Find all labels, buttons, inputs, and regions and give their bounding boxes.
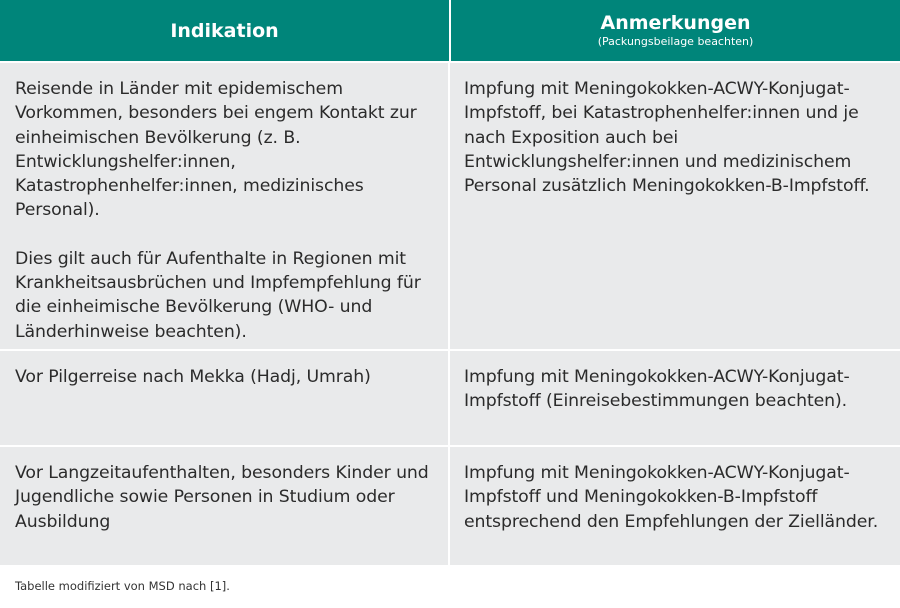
header-remarks-subtitle: (Packungsbeilage beachten) [597,35,754,48]
header-remarks-title: Anmerkungen [600,12,751,34]
cell-remark [450,447,900,565]
cell-remark [450,63,900,349]
cell-indication-text: Dies gilt auch für Aufenthalte in Regionen mit Krankheitsausbrüchen und Impfempfehlung für die einheimische Bevölkerung (WHO- und Länderhinweise beachten). [15,248,421,342]
cell-remark [450,351,900,445]
table-row [0,63,900,349]
header-indication [0,0,449,61]
table-header-row [0,0,900,61]
cell-remark-text: Impfung mit Meningokokken-ACWY-Konjugat-Impfstoff (Einreisebestimmungen beachten). [464,367,850,412]
cell-indication-text: Reisende in Länder mit epidemischem Vorkommen, besonders bei engem Kontakt zur einheimischen Bevölkerung (z. B. Entwicklungshelfer:innen, Katastrophenhelfer:innen, medizinisches Personal). [15,79,417,221]
cell-remark-text: Impfung mit Meningokokken-ACWY-Konjugat-Impfstoff, bei Katastrophenhelfer:innen und je nach Exposition auch bei Entwicklungshelfer:innen und medizinischem Personal zusätzlich Meningokokken-B-Impfstoff. [464,79,870,197]
cell-remark-text: Impfung mit Meningokokken-ACWY-Konjugat-Impfstoff und Meningokokken-B-Impfstoff entsprechend den Empfehlungen der Zielländer. [464,463,879,532]
cell-indication-text: Vor Langzeitaufenthalten, besonders Kinder und Jugendliche sowie Personen in Studium oder Ausbildung [15,463,429,532]
table-row [0,351,900,445]
header-indication-title: Indikation [170,19,279,42]
cell-indication [0,447,448,565]
table-row [0,447,900,565]
cell-indication [0,351,448,445]
cell-indication-text: Vor Pilgerreise nach Mekka (Hadj, Umrah) [15,367,371,387]
table-footnote: Tabelle modifiziert von MSD nach [1]. [15,579,230,593]
header-remarks [451,0,900,61]
cell-indication [0,63,448,349]
